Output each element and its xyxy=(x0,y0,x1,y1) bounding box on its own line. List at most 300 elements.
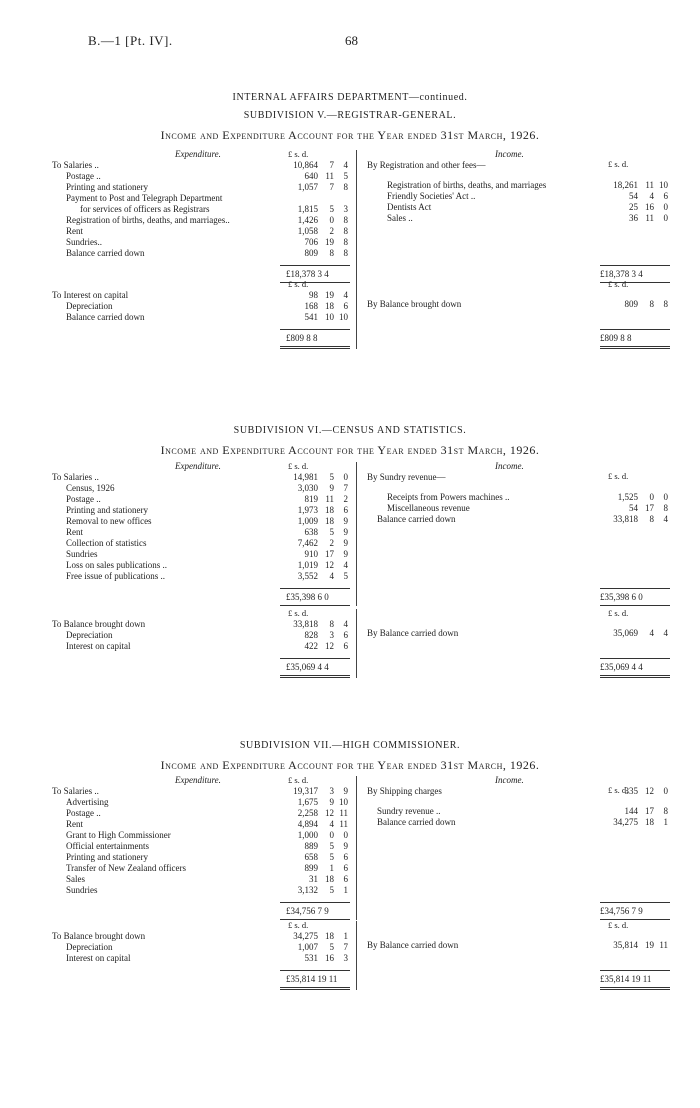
pounds-value: 31 xyxy=(309,874,318,884)
inc-row xyxy=(0,160,700,171)
exp-item-label: Postage .. xyxy=(66,494,101,504)
shillings-value: 19 xyxy=(325,290,334,300)
pounds-value: 19,317 xyxy=(293,786,318,796)
department-title: INTERNAL AFFAIRS DEPARTMENT—continued. xyxy=(232,92,468,103)
pence-value: 6 xyxy=(663,191,668,201)
pounds-value: 54 xyxy=(629,191,638,201)
pounds-value: 828 xyxy=(304,630,318,640)
account-title: Income and Expenditure Account for the Year ended 31st March, 1926. xyxy=(160,758,540,772)
pounds-value: 3,552 xyxy=(297,571,318,581)
exp-row xyxy=(0,863,700,874)
inc-item-label: Friendly Societies' Act .. xyxy=(387,191,476,201)
pounds-value: 1,973 xyxy=(297,505,318,515)
exp-row xyxy=(0,538,700,549)
pence-value: 7 xyxy=(343,483,348,493)
total-rule xyxy=(600,902,670,903)
shillings-value: 12 xyxy=(325,808,334,818)
exp-row xyxy=(0,571,700,582)
exp-item-label: Balance carried down xyxy=(66,248,145,258)
shillings-value: 4 xyxy=(649,191,654,201)
pounds-value: 34,275 xyxy=(613,817,638,827)
pounds-value: 14,981 xyxy=(293,472,318,482)
exp-item-label: Payment to Post and Telegraph Department xyxy=(66,193,223,203)
lsd-heading: £ s. d. xyxy=(288,775,309,785)
exp-item-label: Collection of statistics xyxy=(66,538,147,548)
pounds-value: 3,132 xyxy=(297,885,318,895)
pence-value: 0 xyxy=(663,786,668,796)
shillings-value: 5 xyxy=(329,885,334,895)
pence-value: 9 xyxy=(343,786,348,796)
pence-value: 6 xyxy=(343,505,348,515)
pence-value: 3 xyxy=(343,204,348,214)
exp-row xyxy=(0,248,700,259)
exp-row xyxy=(0,312,700,323)
pounds-value: 7,462 xyxy=(297,538,318,548)
pence-value: 0 xyxy=(343,830,348,840)
inc-row xyxy=(0,503,700,514)
exp-row xyxy=(0,830,700,841)
account-title: Income and Expenditure Account for the Year ended 31st March, 1926. xyxy=(160,443,540,457)
inc-item-label: Sundry revenue .. xyxy=(377,806,441,816)
exp-item-label: Grant to High Commissioner xyxy=(66,830,171,840)
shillings-value: 5 xyxy=(329,942,334,952)
pence-value: 3 xyxy=(343,953,348,963)
exp-row xyxy=(0,226,700,237)
pence-value: 8 xyxy=(663,299,668,309)
total-rule xyxy=(280,902,350,903)
exp-item-label: To Salaries .. xyxy=(52,160,99,170)
pounds-value: 1,675 xyxy=(297,797,318,807)
pounds-value: 25 xyxy=(629,202,638,212)
lsd-heading: £ s. d. xyxy=(608,785,629,795)
exp-item-label: Advertising xyxy=(66,797,109,807)
exp-item-label: Depreciation xyxy=(66,301,113,311)
pence-value: 8 xyxy=(343,248,348,258)
lsd-heading: £ s. d. xyxy=(288,461,309,471)
inc-row xyxy=(0,299,700,310)
pounds-value: 144 xyxy=(624,806,638,816)
exp-row xyxy=(0,953,700,964)
exp-item-label: Depreciation xyxy=(66,630,113,640)
pounds-value: 1,009 xyxy=(297,516,318,526)
inc-row xyxy=(0,806,700,817)
total-rule xyxy=(280,265,350,266)
inc-row xyxy=(0,492,700,503)
exp-row xyxy=(0,885,700,896)
double-rule xyxy=(600,346,670,347)
lsd-heading: £ s. d. xyxy=(288,279,309,289)
inc-item-label: Balance carried down xyxy=(377,817,456,827)
exp-item-label: Postage .. xyxy=(66,171,101,181)
shillings-value: 17 xyxy=(645,503,654,513)
pence-value: 4 xyxy=(343,290,348,300)
pounds-value: 1,000 xyxy=(297,830,318,840)
pounds-value: 809 xyxy=(304,248,318,258)
pounds-value: 899 xyxy=(304,863,318,873)
inc-item-label: Balance carried down xyxy=(377,514,456,524)
pence-value: 6 xyxy=(343,863,348,873)
total-rule xyxy=(280,970,350,971)
lsd-heading: £ s. d. xyxy=(608,471,629,481)
pounds-value: 1,815 xyxy=(297,204,318,214)
pounds-value: 33,818 xyxy=(293,619,318,629)
shillings-value: 4 xyxy=(329,819,334,829)
inc-item-label: Receipts from Powers machines .. xyxy=(387,492,510,502)
lsd-heading: £ s. d. xyxy=(608,608,629,618)
shillings-value: 18 xyxy=(325,516,334,526)
total-rule xyxy=(600,329,670,330)
shillings-value: 0 xyxy=(329,215,334,225)
shillings-value: 1 xyxy=(329,863,334,873)
double-rule xyxy=(600,987,670,988)
pounds-value: 819 xyxy=(304,494,318,504)
inc-item-label: By Shipping charges xyxy=(367,786,442,796)
pence-value: 9 xyxy=(343,841,348,851)
pence-value: 9 xyxy=(343,516,348,526)
shillings-value: 3 xyxy=(329,786,334,796)
exp-item-label: Loss on sales publications .. xyxy=(66,560,167,570)
pence-value: 4 xyxy=(663,628,668,638)
exp-item-label: Balance carried down xyxy=(66,312,145,322)
pence-value: 1 xyxy=(663,817,668,827)
inc-item-label: By Balance carried down xyxy=(367,940,459,950)
pounds-value: 531 xyxy=(304,953,318,963)
subdivision-title: SUBDIVISION VII.—HIGH COMMISSIONER. xyxy=(239,740,461,751)
total-rule xyxy=(280,605,350,606)
expenditure-total: £35,814 19 11 xyxy=(286,974,338,984)
shillings-value: 18 xyxy=(645,817,654,827)
shillings-value: 11 xyxy=(645,180,654,190)
exp-item-label: To Balance brought down xyxy=(52,619,146,629)
inc-item-label: Registration of births, deaths, and marriages xyxy=(387,180,547,190)
inc-row xyxy=(0,191,700,202)
shillings-value: 18 xyxy=(325,931,334,941)
exp-row xyxy=(0,841,700,852)
report-reference: B.—1 [Pt. IV]. xyxy=(88,33,173,48)
pence-value: 4 xyxy=(343,160,348,170)
exp-row xyxy=(0,549,700,560)
shillings-value: 11 xyxy=(325,494,334,504)
pence-value: 0 xyxy=(663,213,668,223)
pence-value: 8 xyxy=(663,503,668,513)
shillings-value: 16 xyxy=(325,953,334,963)
pounds-value: 335 xyxy=(624,786,638,796)
lsd-heading: £ s. d. xyxy=(288,149,309,159)
income-total: £18,378 3 4 xyxy=(600,269,643,279)
inc-row xyxy=(0,202,700,213)
pounds-value: 36 xyxy=(629,213,638,223)
exp-item-label: To Interest on capital xyxy=(52,290,129,300)
subdivision-title: SUBDIVISION VI.—CENSUS AND STATISTICS. xyxy=(233,425,467,436)
shillings-value: 8 xyxy=(329,619,334,629)
inc-row xyxy=(0,786,700,797)
inc-item-label: Miscellaneous revenue xyxy=(387,503,470,513)
inc-row xyxy=(0,180,700,191)
shillings-value: 17 xyxy=(645,806,654,816)
pounds-value: 658 xyxy=(304,852,318,862)
exp-item-label: Sales xyxy=(66,874,85,884)
exp-item-label: Printing and stationery xyxy=(66,852,148,862)
pounds-value: 1,058 xyxy=(297,226,318,236)
expenditure-heading: Expenditure. xyxy=(175,775,221,785)
shillings-value: 8 xyxy=(649,514,654,524)
pence-value: 4 xyxy=(343,560,348,570)
exp-item-label: Printing and stationery xyxy=(66,505,148,515)
pounds-value: 1,007 xyxy=(297,942,318,952)
exp-item-label: for services of officers as Registrars xyxy=(80,204,210,214)
pounds-value: 3,030 xyxy=(297,483,318,493)
pence-value: 4 xyxy=(343,619,348,629)
shillings-value: 2 xyxy=(329,538,334,548)
shillings-value: 4 xyxy=(329,571,334,581)
lsd-heading: £ s. d. xyxy=(288,920,309,930)
inc-item-label: By Registration and other fees— xyxy=(367,160,486,170)
pounds-value: 168 xyxy=(304,301,318,311)
shillings-value: 12 xyxy=(325,641,334,651)
shillings-value: 9 xyxy=(329,797,334,807)
shillings-value: 8 xyxy=(329,248,334,258)
exp-row xyxy=(0,237,700,248)
shillings-value: 12 xyxy=(645,786,654,796)
lsd-heading: £ s. d. xyxy=(608,279,629,289)
pence-value: 8 xyxy=(343,215,348,225)
exp-item-label: Official entertainments xyxy=(66,841,150,851)
inc-item-label: Dentists Act xyxy=(387,202,432,212)
shillings-value: 11 xyxy=(325,171,334,181)
pence-value: 1 xyxy=(343,885,348,895)
exp-item-label: Census, 1926 xyxy=(66,483,115,493)
income-total: £35,814 19 11 xyxy=(600,974,652,984)
pence-value: 6 xyxy=(343,641,348,651)
pounds-value: 541 xyxy=(304,312,318,322)
double-rule xyxy=(600,348,670,349)
total-rule xyxy=(600,970,670,971)
column-divider xyxy=(356,150,357,283)
exp-item-label: Rent xyxy=(66,226,83,236)
total-rule xyxy=(600,588,670,589)
exp-item-label: Removal to new offices xyxy=(66,516,152,526)
exp-item-label: Rent xyxy=(66,819,83,829)
pounds-value: 640 xyxy=(304,171,318,181)
double-rule xyxy=(600,989,670,990)
exp-row xyxy=(0,560,700,571)
income-total: £809 8 8 xyxy=(600,333,632,343)
inc-row xyxy=(0,817,700,828)
pence-value: 10 xyxy=(659,180,668,190)
inc-item-label: By Balance carried down xyxy=(367,628,459,638)
exp-item-label: Free issue of publications .. xyxy=(66,571,165,581)
double-rule xyxy=(280,989,350,990)
shillings-value: 5 xyxy=(329,852,334,862)
subdivision-title: SUBDIVISION V.—REGISTRAR-GENERAL. xyxy=(243,110,457,121)
pence-value: 6 xyxy=(343,874,348,884)
exp-item-label: Printing and stationery xyxy=(66,182,148,192)
pence-value: 8 xyxy=(343,182,348,192)
double-rule xyxy=(600,677,670,678)
pence-value: 6 xyxy=(343,630,348,640)
double-rule xyxy=(280,675,350,676)
inc-row xyxy=(0,213,700,224)
exp-row xyxy=(0,874,700,885)
pence-value: 6 xyxy=(343,852,348,862)
pounds-value: 33,818 xyxy=(613,514,638,524)
shillings-value: 10 xyxy=(325,312,334,322)
pounds-value: 35,814 xyxy=(613,940,638,950)
shillings-value: 18 xyxy=(325,301,334,311)
income-heading: Income. xyxy=(495,461,524,471)
inc-item-label: By Sundry revenue— xyxy=(367,472,446,482)
shillings-value: 16 xyxy=(645,202,654,212)
shillings-value: 5 xyxy=(329,204,334,214)
column-divider xyxy=(356,280,357,349)
pence-value: 10 xyxy=(339,797,348,807)
total-rule xyxy=(600,605,670,606)
expenditure-heading: Expenditure. xyxy=(175,149,221,159)
pounds-value: 422 xyxy=(304,641,318,651)
pence-value: 11 xyxy=(339,808,348,818)
pounds-value: 98 xyxy=(309,290,318,300)
shillings-value: 3 xyxy=(329,630,334,640)
exp-item-label: Interest on capital xyxy=(66,641,131,651)
pounds-value: 35,069 xyxy=(613,628,638,638)
total-rule xyxy=(600,658,670,659)
expenditure-total: £809 8 8 xyxy=(286,333,318,343)
shillings-value: 5 xyxy=(329,841,334,851)
inc-row xyxy=(0,940,700,951)
double-rule xyxy=(280,677,350,678)
pence-value: 8 xyxy=(343,226,348,236)
pounds-value: 638 xyxy=(304,527,318,537)
lsd-heading: £ s. d. xyxy=(608,159,629,169)
pounds-value: 1,057 xyxy=(297,182,318,192)
lsd-heading: £ s. d. xyxy=(288,608,309,618)
shillings-value: 18 xyxy=(325,505,334,515)
pounds-value: 4,894 xyxy=(297,819,318,829)
shillings-value: 5 xyxy=(329,472,334,482)
total-rule xyxy=(280,658,350,659)
total-rule xyxy=(280,588,350,589)
pence-value: 5 xyxy=(343,571,348,581)
pence-value: 4 xyxy=(663,514,668,524)
expenditure-total: £34,756 7 9 xyxy=(286,906,329,916)
inc-item-label: Sales .. xyxy=(387,213,413,223)
inc-row xyxy=(0,472,700,483)
pounds-value: 18,261 xyxy=(613,180,638,190)
shillings-value: 19 xyxy=(325,237,334,247)
exp-item-label: Depreciation xyxy=(66,942,113,952)
shillings-value: 7 xyxy=(329,182,334,192)
pence-value: 8 xyxy=(343,237,348,247)
pence-value: 9 xyxy=(343,538,348,548)
shillings-value: 18 xyxy=(325,874,334,884)
account-title: Income and Expenditure Account for the Year ended 31st March, 1926. xyxy=(160,128,540,142)
double-rule xyxy=(280,987,350,988)
pounds-value: 54 xyxy=(629,503,638,513)
income-heading: Income. xyxy=(495,775,524,785)
column-divider xyxy=(356,609,357,678)
shillings-value: 12 xyxy=(325,560,334,570)
pounds-value: 910 xyxy=(304,549,318,559)
shillings-value: 5 xyxy=(329,527,334,537)
exp-item-label: Transfer of New Zealand officers xyxy=(66,863,186,873)
pence-value: 0 xyxy=(343,472,348,482)
pounds-value: 1,525 xyxy=(617,492,638,502)
income-total: £35,069 4 4 xyxy=(600,662,643,672)
inc-item-label: By Balance brought down xyxy=(367,299,462,309)
pence-value: 1 xyxy=(343,931,348,941)
shillings-value: 7 xyxy=(329,160,334,170)
exp-item-label: Interest on capital xyxy=(66,953,131,963)
expenditure-total: £35,069 4 4 xyxy=(286,662,329,672)
pence-value: 0 xyxy=(663,492,668,502)
income-total: £35,398 6 0 xyxy=(600,592,643,602)
pounds-value: 889 xyxy=(304,841,318,851)
total-rule xyxy=(600,265,670,266)
exp-item-label: Sundries xyxy=(66,549,98,559)
pence-value: 0 xyxy=(663,202,668,212)
shillings-value: 9 xyxy=(329,483,334,493)
pounds-value: 2,258 xyxy=(297,808,318,818)
double-rule xyxy=(600,675,670,676)
expenditure-heading: Expenditure. xyxy=(175,461,221,471)
exp-row xyxy=(0,527,700,538)
expenditure-total: £35,398 6 0 xyxy=(286,592,329,602)
pence-value: 6 xyxy=(343,301,348,311)
inc-row xyxy=(0,628,700,639)
column-divider xyxy=(356,776,357,920)
exp-item-label: Postage .. xyxy=(66,808,101,818)
exp-item-label: To Salaries .. xyxy=(52,786,99,796)
pence-value: 11 xyxy=(659,940,668,950)
shillings-value: 2 xyxy=(329,226,334,236)
exp-item-label: Sundries xyxy=(66,885,98,895)
exp-item-label: Sundries.. xyxy=(66,237,102,247)
double-rule xyxy=(280,348,350,349)
pence-value: 9 xyxy=(343,549,348,559)
shillings-value: 11 xyxy=(645,213,654,223)
lsd-heading: £ s. d. xyxy=(608,920,629,930)
exp-row xyxy=(0,641,700,652)
shillings-value: 0 xyxy=(329,830,334,840)
pence-value: 8 xyxy=(663,806,668,816)
expenditure-total: £18,378 3 4 xyxy=(286,269,329,279)
pounds-value: 10,864 xyxy=(293,160,318,170)
column-divider xyxy=(356,462,357,606)
exp-item-label: To Salaries .. xyxy=(52,472,99,482)
pence-value: 2 xyxy=(343,494,348,504)
shillings-value: 19 xyxy=(645,940,654,950)
exp-row xyxy=(0,852,700,863)
pence-value: 7 xyxy=(343,942,348,952)
page-number: 68 xyxy=(345,33,358,48)
income-heading: Income. xyxy=(495,149,524,159)
exp-item-label: To Balance brought down xyxy=(52,931,146,941)
inc-row xyxy=(0,514,700,525)
shillings-value: 17 xyxy=(325,549,334,559)
shillings-value: 8 xyxy=(649,299,654,309)
pence-value: 10 xyxy=(339,312,348,322)
shillings-value: 4 xyxy=(649,628,654,638)
exp-item-label: Rent xyxy=(66,527,83,537)
pence-value: 5 xyxy=(343,171,348,181)
pounds-value: 34,275 xyxy=(293,931,318,941)
total-rule xyxy=(280,329,350,330)
pounds-value: 809 xyxy=(624,299,638,309)
income-total: £34,756 7 9 xyxy=(600,906,643,916)
column-divider xyxy=(356,921,357,990)
double-rule xyxy=(280,346,350,347)
pence-value: 11 xyxy=(339,819,348,829)
